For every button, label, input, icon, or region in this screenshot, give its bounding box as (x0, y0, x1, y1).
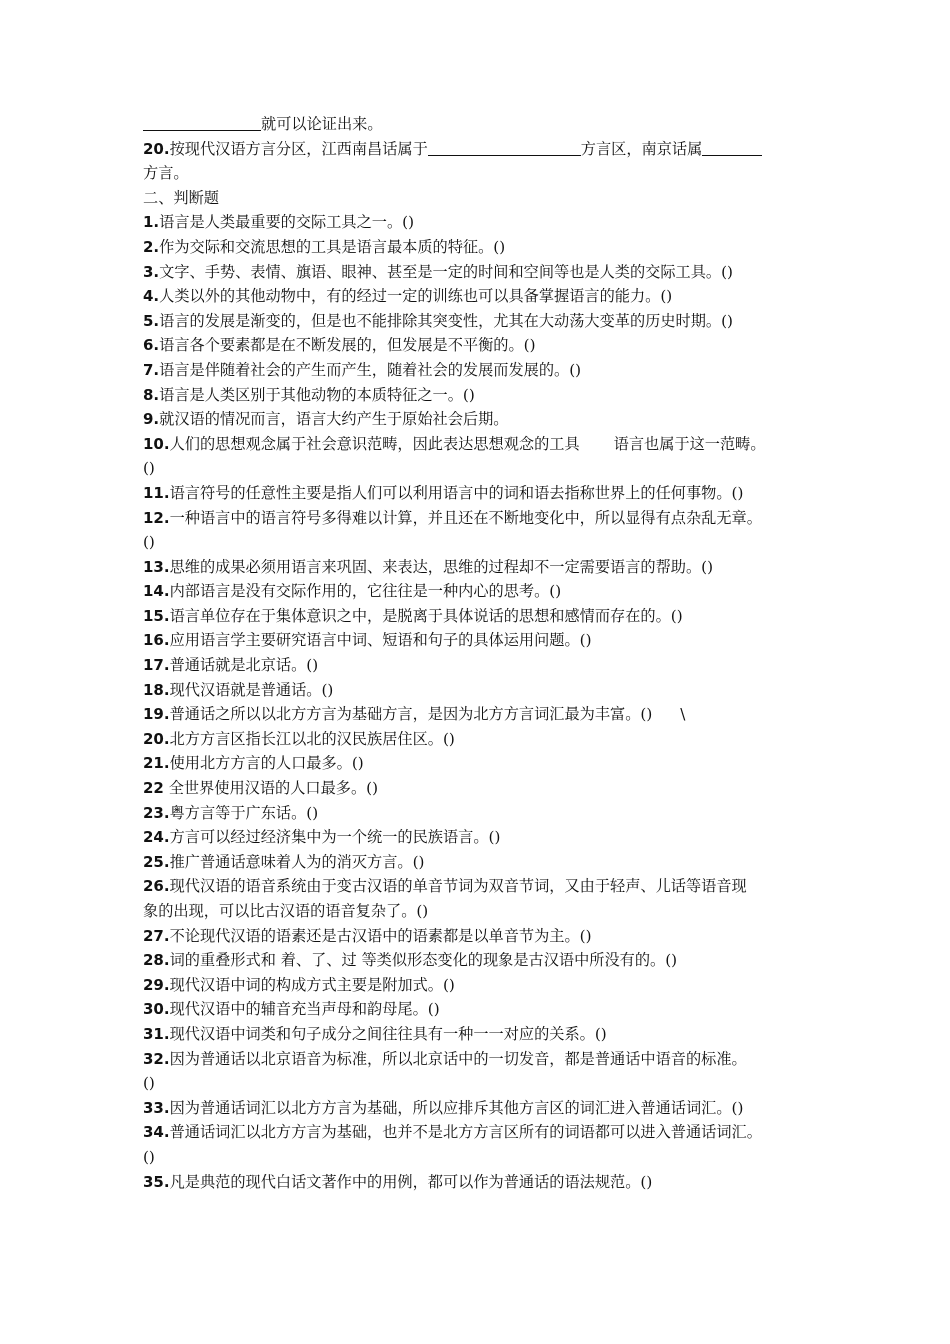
question-number: 32. (143, 1049, 170, 1068)
question-text: 语言单位存在于集体意识之中，是脱离于具体说话的思想和感情而存在的。() (169, 606, 683, 625)
true-false-question-list (143, 210, 815, 1194)
question-item (143, 358, 815, 383)
question-number: 5. (143, 311, 160, 330)
question-item (143, 555, 815, 580)
question-number: 4. (143, 287, 160, 306)
question-text: 就汉语的情况而言，语言大约产生于原始社会后期。 (159, 410, 509, 429)
question-item (143, 924, 815, 949)
question-number: 19. (143, 705, 170, 724)
question-text: 语言是伴随着社会的产生而产生，随着社会的发展而发展的。() (159, 360, 582, 379)
question-text: 不论现代汉语的语素还是古汉语中的语素都是以单音节为主。() (169, 926, 592, 945)
question-item (143, 1170, 815, 1195)
question-item (143, 801, 815, 826)
question-text: 语言各个要素都是在不断发展的，但发展是不平衡的。() (159, 336, 536, 355)
question-text: 词的重叠形式和 着、了、过 等类似形态变化的现象是古汉语中所没有的。() (169, 951, 678, 970)
question-text: 全世界使用汉语的人口最多。() (163, 779, 378, 798)
answer-blank (143, 114, 261, 131)
question-number: 28. (143, 951, 170, 970)
line-text: 就可以论证出来。 (261, 115, 383, 133)
question-continuation: 象的出现，可以比古汉语的语音复杂了。() (143, 902, 429, 920)
question-item (143, 776, 815, 801)
question-item (143, 850, 815, 875)
question-item (143, 333, 815, 358)
question-item (143, 1047, 815, 1072)
question-text: 内部语言是没有交际作用的，它往往是一种内心的思考。() (169, 582, 562, 601)
question-text: 语言是人类最重要的交际工具之一。() (159, 213, 414, 232)
question-item (143, 506, 815, 531)
question-item (143, 383, 815, 408)
question-item (143, 874, 815, 899)
question-item (143, 628, 815, 653)
question-continuation: () (143, 1074, 155, 1093)
question-text: 方言可以经过经济集中为一个统一的民族语言。() (169, 828, 501, 847)
question-text: 现代汉语中词的构成方式主要是附加式。() (169, 975, 455, 994)
question-number: 27. (143, 926, 170, 945)
question-item (143, 678, 815, 703)
question-item (143, 579, 815, 604)
question-item (143, 702, 815, 727)
question-number: 10. (143, 434, 170, 453)
question-text: 按现代汉语方言分区，江西南昌话属于 (169, 139, 428, 158)
question-number: 34. (143, 1123, 170, 1142)
question-number: 6. (143, 336, 160, 355)
document-page (143, 112, 815, 1194)
question-text: 使用北方方言的人口最多。() (169, 754, 364, 773)
fill-in-line-continuation (143, 112, 815, 137)
question-text: 普通话之所以以北方方言为基础方言，是因为北方方言词汇最为丰富。() (169, 705, 653, 724)
question-number: 2. (143, 237, 160, 256)
question-text: 普通话就是北京话。() (169, 656, 319, 675)
stray-mark: \ (680, 705, 686, 724)
question-item (143, 751, 815, 776)
question-item (143, 235, 815, 260)
question-item (143, 604, 815, 629)
question-item (143, 727, 815, 752)
question-number: 18. (143, 680, 170, 699)
question-text: 现代汉语中词类和句子成分之间往往具有一种一一对应的关系。() (169, 1024, 607, 1043)
question-text: 普通话词汇以北方方言为基础，也并不是北方方言区所有的词语都可以进入普通话词汇。 (169, 1123, 762, 1142)
question-number: 23. (143, 803, 170, 822)
question-text: 凡是典范的现代白话文著作中的用例，都可以作为普通话的语法规范。() (169, 1172, 653, 1191)
question-text: 现代汉语的语音系统由于变古汉语的单音节词为双音节词，又由于轻声、儿话等语音现 (169, 877, 747, 896)
question-text: 应用语言学主要研究语言中词、短语和句子的具体运用问题。() (169, 631, 592, 650)
question-continuation: () (143, 1147, 155, 1166)
fill-in-question-20 (143, 137, 815, 162)
question-number: 20. (143, 139, 170, 158)
question-text: 北方方言区指长江以北的汉民族居住区。() (169, 729, 455, 748)
question-text: 现代汉语就是普通话。() (169, 680, 334, 699)
question-number: 3. (143, 262, 160, 281)
question-number: 30. (143, 1000, 170, 1019)
question-text: 思维的成果必须用语言来巩固、来表达，思维的过程却不一定需要语言的帮助。() (169, 557, 713, 576)
question-text: 因为普通话以北京语音为标准，所以北京话中的一切发音，都是普通话中语音的标准。 (169, 1049, 747, 1068)
question-item (143, 432, 815, 457)
question-number: 31. (143, 1024, 170, 1043)
question-text: 方言区，南京话属 (580, 139, 703, 158)
question-number: 26. (143, 877, 170, 896)
question-item (143, 1022, 815, 1047)
question-number: 7. (143, 360, 160, 379)
question-number: 15. (143, 606, 170, 625)
question-item (143, 825, 815, 850)
question-text: 文字、手势、表情、旗语、眼神、甚至是一定的时间和空间等也是人类的交际工具。() (159, 262, 733, 281)
question-number: 16. (143, 631, 170, 650)
question-continuation: () (143, 459, 155, 478)
question-number: 1. (143, 213, 160, 232)
question-number: 24. (143, 828, 170, 847)
question-number: 9. (143, 410, 160, 429)
question-number: 21. (143, 754, 170, 773)
section-title: 二、判断题 (143, 188, 219, 207)
question-item (143, 284, 815, 309)
question-number: 25. (143, 852, 170, 871)
question-text: 作为交际和交流思想的工具是语言最本质的特征。() (159, 237, 506, 256)
question-text: 语言也属于这一范畴。 (613, 434, 766, 453)
question-item (143, 1120, 815, 1145)
question-text: 推广普通话意味着人为的消灭方言。() (169, 852, 425, 871)
question-continuation: () (143, 533, 155, 552)
question-item (143, 481, 815, 506)
answer-blank (428, 139, 581, 156)
question-number: 29. (143, 975, 170, 994)
question-number: 12. (143, 508, 170, 527)
question-item (143, 973, 815, 998)
question-text: 现代汉语中的辅音充当声母和韵母尾。() (169, 1000, 440, 1019)
question-text: 人类以外的其他动物中，有的经过一定的训练也可以具备掌握语言的能力。() (159, 287, 673, 306)
question-number: 22 (143, 779, 164, 798)
question-item (143, 309, 815, 334)
question-number: 33. (143, 1098, 170, 1117)
question-number: 11. (143, 483, 170, 502)
question-number: 35. (143, 1172, 170, 1191)
question-number: 17. (143, 656, 170, 675)
question-number: 20. (143, 729, 170, 748)
answer-blank (702, 139, 762, 156)
question-text: 因为普通话词汇以北方方言为基础，所以应排斥其他方言区的词汇进入普通话词汇。() (169, 1098, 744, 1117)
question-item (143, 210, 815, 235)
question-item (143, 1096, 815, 1121)
question-number: 14. (143, 582, 170, 601)
question-number: 8. (143, 385, 160, 404)
question-item (143, 653, 815, 678)
question-text: 语言的发展是渐变的，但是也不能排除其突变性，尤其在大动荡大变革的历史时期。() (159, 311, 733, 330)
question-item (143, 407, 815, 432)
question-number: 13. (143, 557, 170, 576)
question-text: 人们的思想观念属于社会意识范畴，因此表达思想观念的工具 (169, 434, 580, 453)
question-text: 一种语言中的语言符号多得难以计算，并且还在不断地变化中，所以显得有点杂乱无章。 (169, 508, 762, 527)
question-item (143, 997, 815, 1022)
question-item (143, 260, 815, 285)
question-item (143, 948, 815, 973)
question-text: 方言。 (143, 164, 189, 183)
question-text: 语言符号的任意性主要是指人们可以利用语言中的词和语去指称世界上的任何事物。() (169, 483, 744, 502)
question-text: 粤方言等于广东话。() (169, 803, 319, 822)
fill-in-question-20-cont (143, 161, 815, 186)
question-text: 语言是人类区别于其他动物的本质特征之一。() (159, 385, 475, 404)
